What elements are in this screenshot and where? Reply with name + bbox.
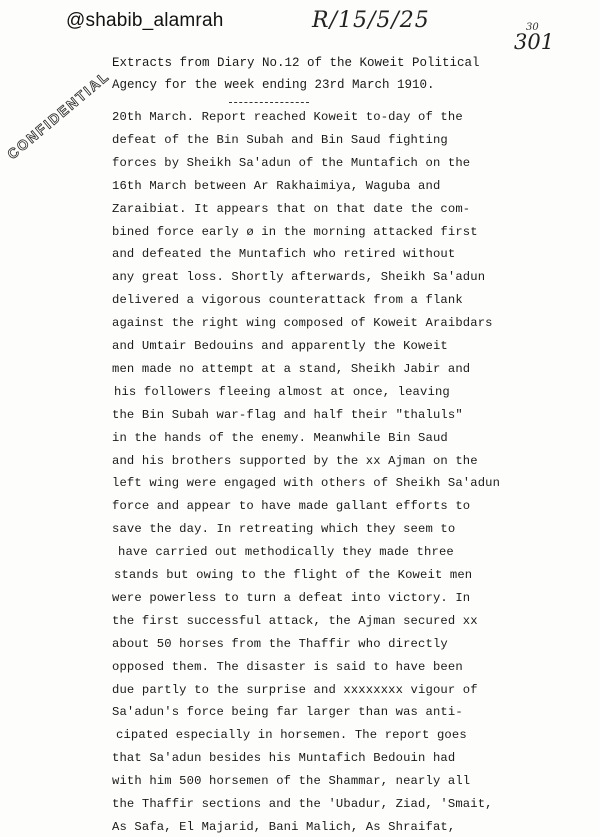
watermark-handle: @shabib_alamrah — [66, 10, 224, 31]
body-line: stands but owing to the flight of the Koweit men — [114, 568, 473, 582]
folio-small-annotation: 30 — [526, 22, 539, 33]
body-line: and Umtair Bedouins and apparently the Koweit — [112, 339, 448, 353]
folio-number: 301 — [514, 30, 555, 54]
body-line: cipated especially in horsemen. The report goes — [116, 728, 467, 743]
body-line: 20th March. Report reached Koweit to-day of the — [112, 110, 463, 124]
body-line: defeat of the Bin Subah and Bin Saud fighting — [112, 132, 448, 147]
body-line: Zaraibiat. It appears that on that date the com- — [112, 201, 471, 216]
heading-line-2: Agency for the week ending 23rd March 1910. — [112, 78, 435, 92]
body-line: the Thaffir sections and the 'Ubadur, Ziad, 'Smait, — [112, 797, 493, 811]
body-line: the first successful attack, the Ajman secured xx — [112, 613, 478, 628]
body-line: force and appear to have made gallant efforts to — [112, 499, 471, 514]
body-line: about 50 horses from the Thaffir who directly — [112, 636, 448, 651]
confidential-stamp: CONFIDENTIAL — [4, 67, 113, 163]
body-line: due partly to the surprise and xxxxxxxx vigour of — [112, 682, 478, 697]
body-line: left wing were engaged with others of Sheikh Sa'adun — [112, 476, 501, 491]
body-line: any great loss. Shortly afterwards, Sheikh Sa'adun — [112, 270, 486, 285]
body-line: with him 500 horsemen of the Shammar, nearly all — [112, 774, 471, 789]
body-line: 16th March between Ar Rakhaimiya, Waguba and — [112, 178, 441, 193]
heading-line-1: Extracts from Diary No.12 of the Koweit Political — [112, 56, 480, 70]
body-line: delivered a vigorous counterattack from a flank — [112, 293, 463, 308]
body-line: and his brothers supported by the xx Ajman on the — [112, 453, 478, 468]
body-line: opposed them. The disaster is said to have been — [112, 659, 463, 674]
heading-divider — [229, 102, 309, 103]
body-line: Sa'adun's force being far larger than was anti- — [112, 705, 463, 720]
body-line: his followers fleeing almost at once, leaving — [114, 384, 450, 399]
body-line: As Safa, El Majarid, Bani Malich, As Shraifat, — [112, 819, 456, 834]
document-heading — [112, 52, 480, 96]
body-line: in the hands of the enemy. Meanwhile Bin Saud — [112, 430, 448, 445]
body-line: save the day. In retreating which they seem to — [112, 522, 456, 537]
body-line: men made no attempt at a stand, Sheikh Jabir and — [112, 361, 471, 376]
body-line: the Bin Subah war-flag and half their "thaluls" — [112, 407, 463, 422]
body-line: were powerless to turn a defeat into victory. In — [112, 590, 471, 605]
reference-annotation: R/15/5/25 — [312, 8, 430, 33]
body-line: bined force early ø in the morning attacked first — [112, 224, 478, 239]
body-line: against the right wing composed of Koweit Araibdars — [112, 316, 493, 331]
body-line: that Sa'adun besides his Muntafich Bedouin had — [112, 751, 456, 766]
body-line: and defeated the Muntafich who retired without — [112, 247, 456, 262]
body-line: have carried out methodically they made three — [118, 545, 454, 560]
body-line: forces by Sheikh Sa'adun of the Muntafich on the — [112, 155, 471, 170]
